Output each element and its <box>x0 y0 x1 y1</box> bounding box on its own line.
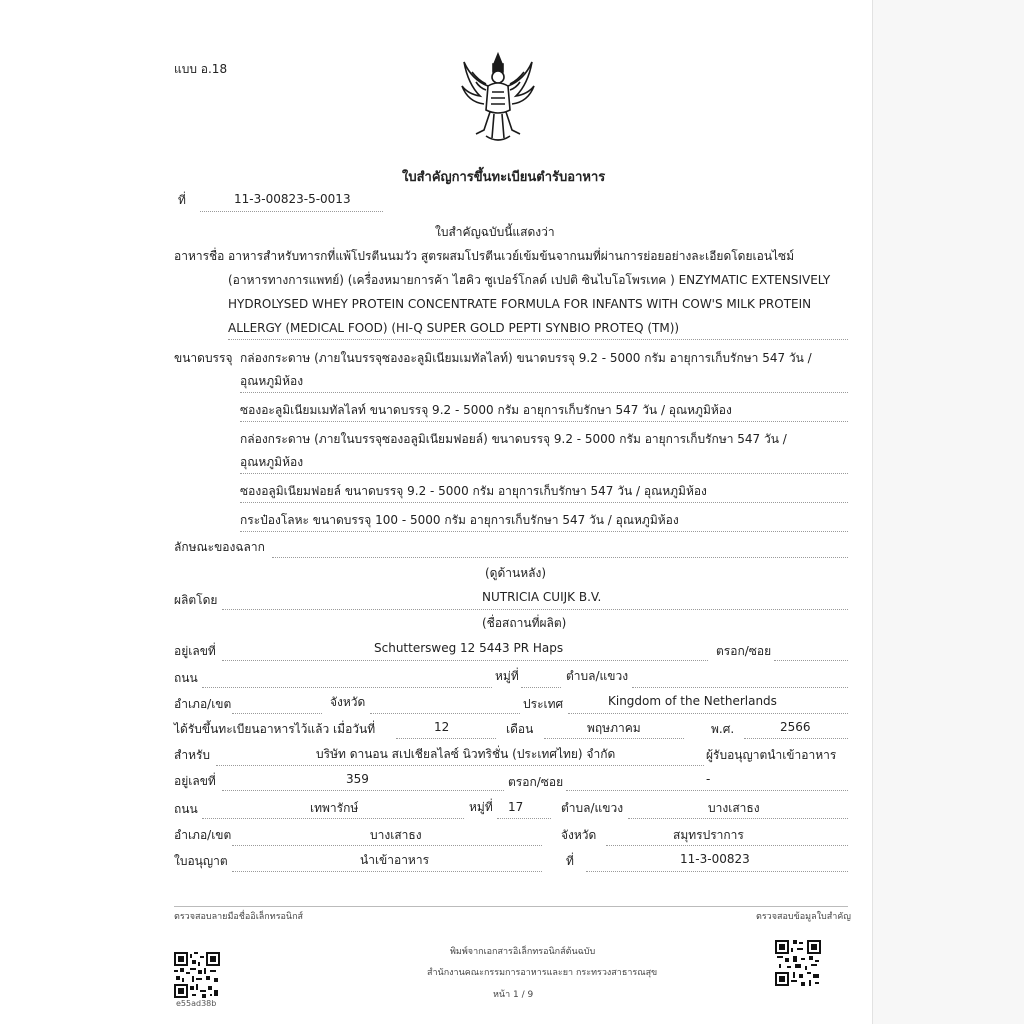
label-char-note: (ดูด้านหลัง) <box>485 566 547 580</box>
food-name-line: (อาหารทางการแพทย์) (เครื่องหมายการค้า ไฮคิว ซูเปอร์โกลด์ เปปติ ซินไบโอโพรเทค ) ENZYMATIC EXTENSIVELY <box>228 273 831 287</box>
producer-province-label: จังหวัด <box>330 695 366 709</box>
producer-address-label: อยู่เลขที่ <box>174 644 216 658</box>
registration-month: พฤษภาคม <box>587 721 641 735</box>
importer-license-label: ใบอนุญาต <box>174 854 228 868</box>
producer-address-value: Schuttersweg 12 5443 PR Haps <box>374 641 564 655</box>
importer-road-value: เทพารักษ์ <box>310 801 359 815</box>
footer-right-note: ตรวจสอบข้อมูลใบสำคัญ <box>756 912 851 922</box>
producer-label: ผลิตโดย <box>174 593 218 607</box>
importer-province-label: จังหวัด <box>561 828 597 842</box>
certify-text: ใบสำคัญฉบับนี้แสดงว่า <box>435 225 555 239</box>
dotted-line <box>544 738 684 739</box>
registration-label: ได้รับขึ้นทะเบียนอาหารไว้แล้ว เมื่อวันที่ <box>174 722 376 736</box>
dotted-line <box>240 421 848 422</box>
producer-road-label: ถนน <box>174 671 198 685</box>
dotted-line <box>240 502 848 503</box>
packaging-line: ซองอะลูมิเนียมเมทัลไลท์ ขนาดบรรจุ 9.2 - 5000 กรัม อายุการเก็บรักษา 547 วัน / อุณหภูมิห้อง <box>240 403 732 417</box>
importer-lane-value: - <box>706 772 711 786</box>
importer-lane-label: ตรอก/ซอย <box>508 775 564 789</box>
producer-name: NUTRICIA CUIJK B.V. <box>482 590 602 604</box>
importer-address-value: 359 <box>346 772 369 786</box>
packaging-line: กระป๋องโลหะ ขนาดบรรจุ 100 - 5000 กรัม อายุการเก็บรักษา 547 วัน / อุณหภูมิห้อง <box>240 513 679 527</box>
dotted-line <box>568 713 848 714</box>
dotted-line <box>497 818 551 819</box>
importer-address-label: อยู่เลขที่ <box>174 774 216 788</box>
importer-license-value: นำเข้าอาหาร <box>360 853 430 867</box>
dotted-line <box>566 790 848 791</box>
dotted-line <box>521 687 561 688</box>
dotted-line <box>240 531 848 532</box>
importer-amphoe-label: อำเภอ/เขต <box>174 828 232 842</box>
dotted-line <box>222 609 848 610</box>
registration-year: 2566 <box>780 720 811 734</box>
registration-year-label: พ.ศ. <box>711 722 735 736</box>
dotted-line <box>396 738 496 739</box>
importer-moo-value: 17 <box>508 800 524 814</box>
dotted-line <box>202 687 492 688</box>
dotted-line <box>232 845 542 846</box>
importer-road-label: ถนน <box>174 802 198 816</box>
doc-no-value: 11-3-00823-5-0013 <box>234 192 351 206</box>
garuda-emblem <box>458 50 538 146</box>
producer-lane-label: ตรอก/ซอย <box>716 644 772 658</box>
food-name-line: HYDROLYSED WHEY PROTEIN CONCENTRATE FORMULA FOR INFANTS WITH COW'S MILK PROTEIN <box>228 297 812 311</box>
producer-moo-label: หมู่ที่ <box>495 669 519 683</box>
importer-company: บริษัท ดานอน สเปเชียลไลซ์ นิวทริชั่น (ประเทศไทย) จำกัด <box>316 747 616 761</box>
importer-role: ผู้รับอนุญาตนำเข้าอาหาร <box>706 748 837 762</box>
dotted-line <box>632 687 848 688</box>
importer-tambon-label: ตำบล/แขวง <box>561 801 624 815</box>
producer-country-label: ประเทศ <box>523 697 564 711</box>
food-name-label: อาหารชื่อ <box>174 249 225 263</box>
footer-page-number: หน้า 1 / 9 <box>493 990 534 1000</box>
importer-amphoe-value: บางเสาธง <box>370 828 422 842</box>
signature-qr-code[interactable] <box>174 952 220 998</box>
producer-note: (ชื่อสถานที่ผลิต) <box>482 616 567 630</box>
dotted-line <box>222 660 708 661</box>
producer-country-value: Kingdom of the Netherlands <box>608 694 777 708</box>
footer-verification-code: e55ad38b <box>176 999 217 1008</box>
packaging-line: อุณหภูมิห้อง <box>240 455 304 469</box>
packaging-label: ขนาดบรรจุ <box>174 351 233 365</box>
packaging-line: กล่องกระดาษ (ภายในบรรจุซองอลูมิเนียมฟอยล์) ขนาดบรรจุ 9.2 - 5000 กรัม อายุการเก็บรักษา 547 วัน / <box>240 432 787 446</box>
producer-amphoe-label: อำเภอ/เขต <box>174 697 232 711</box>
packaging-line: กล่องกระดาษ (ภายในบรรจุซองอะลูมิเนียมเมทัลไลท์) ขนาดบรรจุ 9.2 - 5000 กรัม อายุการเก็บรักษา 547 วัน / <box>240 351 812 365</box>
producer-tambon-label: ตำบล/แขวง <box>566 669 629 683</box>
importer-moo-label: หมู่ที่ <box>469 800 493 814</box>
dotted-line <box>744 738 848 739</box>
label-char-label: ลักษณะของฉลาก <box>174 540 265 554</box>
importer-license-no-label: ที่ <box>566 854 574 868</box>
dotted-line <box>202 818 464 819</box>
footer-divider <box>174 906 848 907</box>
importer-tambon-value: บางเสาธง <box>708 801 760 815</box>
document-title: ใบสำคัญการขึ้นทะเบียนตำรับอาหาร <box>402 170 606 185</box>
dotted-line <box>240 473 848 474</box>
dotted-line <box>216 765 704 766</box>
dotted-line <box>240 392 848 393</box>
registration-day: 12 <box>434 720 450 734</box>
dotted-line <box>200 211 383 212</box>
dotted-line <box>606 845 848 846</box>
importer-for-label: สำหรับ <box>174 748 211 762</box>
food-name-line: ALLERGY (MEDICAL FOOD) (HI-Q SUPER GOLD PEPTI SYNBIO PROTEQ (TM)) <box>228 321 680 335</box>
importer-license-no-value: 11-3-00823 <box>680 852 750 866</box>
packaging-line: อุณหภูมิห้อง <box>240 374 304 388</box>
footer-center-line1: พิมพ์จากเอกสารอิเล็กทรอนิกส์ต้นฉบับ <box>450 947 596 957</box>
dotted-line <box>232 713 322 714</box>
food-name-line: อาหารสำหรับทารกที่แพ้โปรตีนนมวัว สูตรผสมโปรตีนเวย์เข้มข้นจากนมที่ผ่านการย่อยอย่างละเอียดโดยเอนไซม์ <box>228 249 795 263</box>
dotted-line <box>628 818 848 819</box>
dotted-line <box>232 871 542 872</box>
dotted-line <box>272 557 848 558</box>
certificate-qr-code[interactable] <box>775 940 821 986</box>
footer-center-line2: สำนักงานคณะกรรมการอาหารและยา กระทรวงสาธารณสุข <box>427 968 658 978</box>
form-code: แบบ อ.18 <box>174 62 228 76</box>
dotted-line <box>370 713 520 714</box>
footer-left-note: ตรวจสอบลายมือชื่ออิเล็กทรอนิกส์ <box>174 912 304 922</box>
dotted-line <box>228 339 848 340</box>
dotted-line <box>222 790 504 791</box>
dotted-line <box>586 871 848 872</box>
viewer-margin <box>872 0 1024 1024</box>
packaging-line: ซองอลูมิเนียมฟอยล์ ขนาดบรรจุ 9.2 - 5000 กรัม อายุการเก็บรักษา 547 วัน / อุณหภูมิห้อง <box>240 484 707 498</box>
dotted-line <box>774 660 848 661</box>
doc-no-label: ที่ <box>178 193 186 207</box>
importer-province-value: สมุทรปราการ <box>673 828 744 842</box>
registration-month-label: เดือน <box>506 722 534 736</box>
